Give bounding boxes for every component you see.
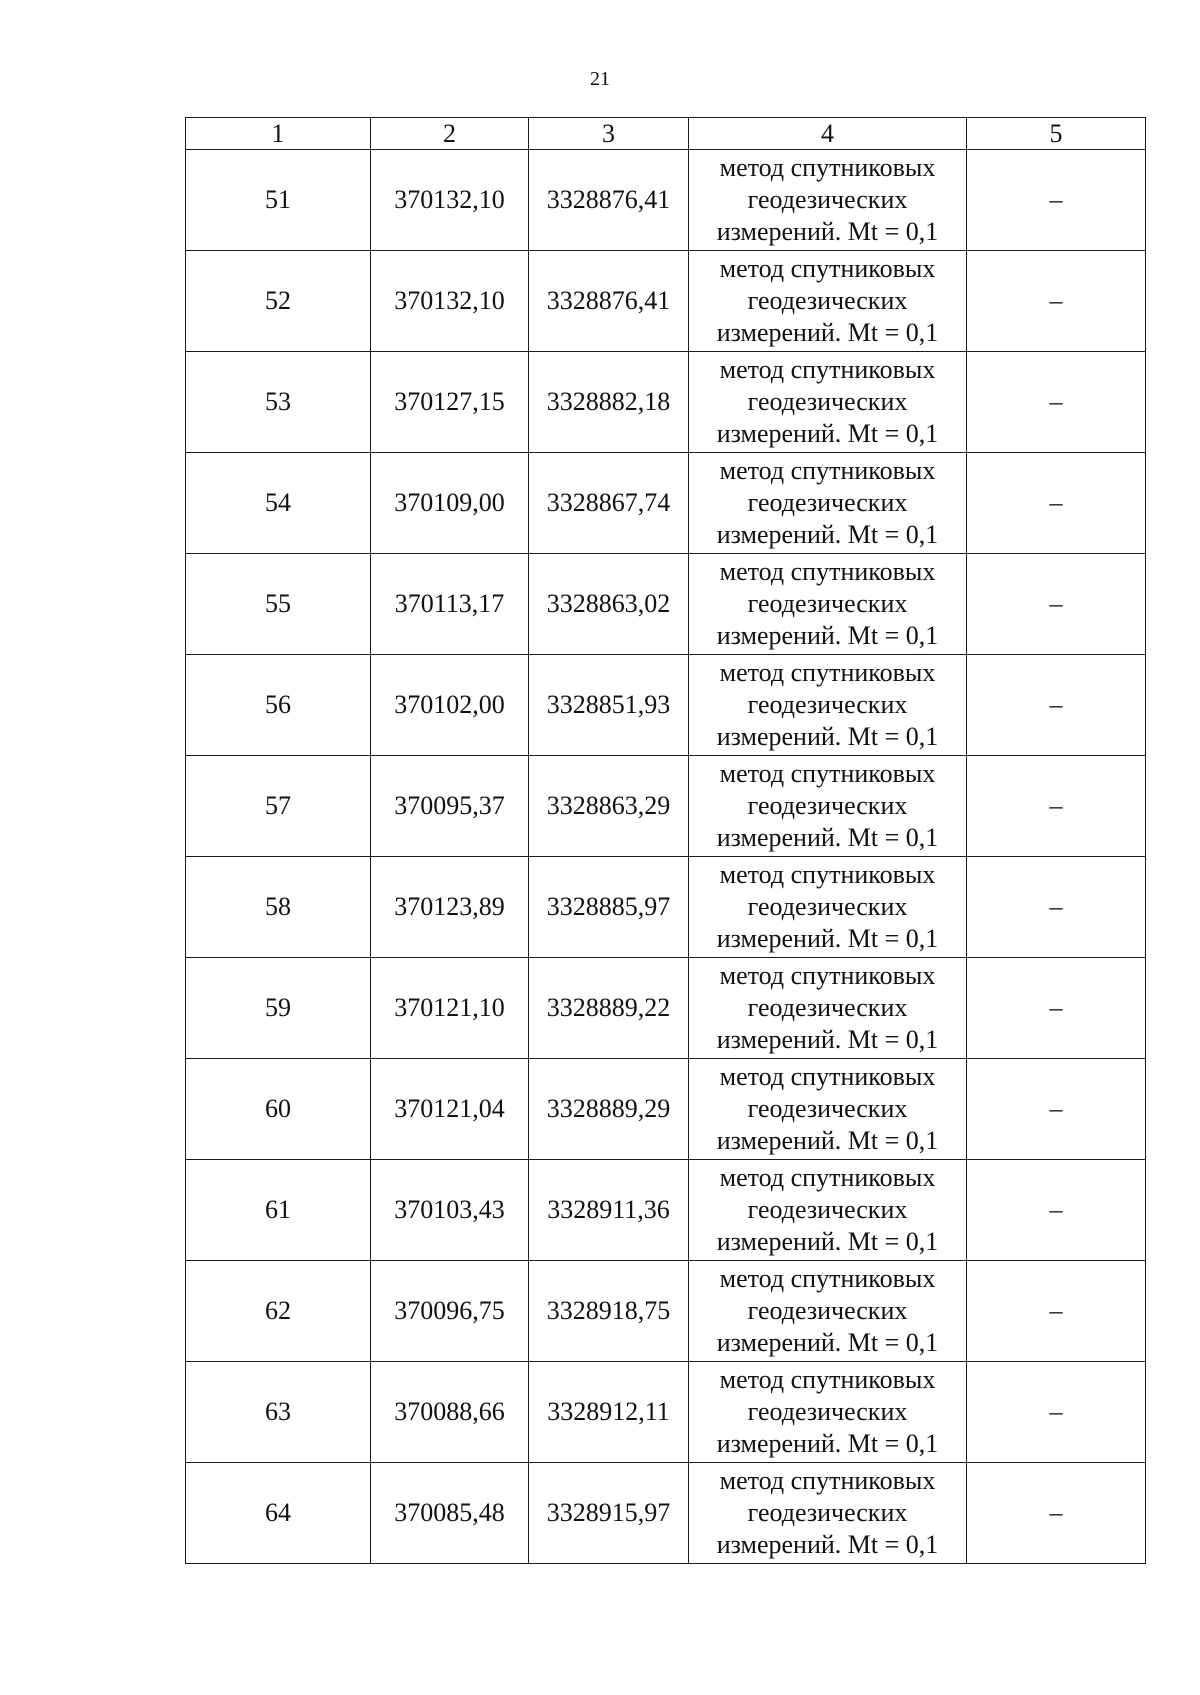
method-cell — [689, 1160, 967, 1261]
x-coordinate-cell: 370103,43 — [371, 1160, 529, 1261]
method-line: измерений. Mt = 0,1 — [716, 1126, 939, 1155]
method-line: геодезических — [747, 993, 908, 1022]
point-number-cell: 52 — [186, 251, 371, 352]
note-cell: – — [967, 857, 1146, 958]
note-cell: – — [967, 1463, 1146, 1564]
method-line: метод спутниковых — [719, 1466, 936, 1495]
table-header-row — [186, 118, 1146, 150]
method-line: метод спутниковых — [719, 153, 936, 182]
table-row — [186, 1261, 1146, 1362]
method-line: метод спутниковых — [719, 1062, 936, 1091]
method-line: метод спутниковых — [719, 254, 936, 283]
method-line: метод спутниковых — [719, 1163, 936, 1192]
method-cell — [689, 554, 967, 655]
page-number: 21 — [590, 68, 610, 90]
column-header-4: 4 — [689, 118, 967, 150]
y-coordinate-cell: 3328912,11 — [529, 1362, 689, 1463]
y-coordinate-cell: 3328911,36 — [529, 1160, 689, 1261]
y-coordinate-cell: 3328915,97 — [529, 1463, 689, 1564]
method-cell — [689, 352, 967, 453]
note-cell: – — [967, 1160, 1146, 1261]
method-line: геодезических — [747, 892, 908, 921]
y-coordinate-cell: 3328876,41 — [529, 150, 689, 251]
method-line: геодезических — [747, 1296, 908, 1325]
y-coordinate-cell: 3328867,74 — [529, 453, 689, 554]
method-line: метод спутниковых — [719, 658, 936, 687]
method-line: метод спутниковых — [719, 1264, 936, 1293]
table-row — [186, 1362, 1146, 1463]
method-line: геодезических — [747, 589, 908, 618]
method-line: геодезических — [747, 690, 908, 719]
x-coordinate-cell: 370123,89 — [371, 857, 529, 958]
method-line: метод спутниковых — [719, 961, 936, 990]
x-coordinate-cell: 370085,48 — [371, 1463, 529, 1564]
table-row — [186, 655, 1146, 756]
method-line: геодезических — [747, 286, 908, 315]
method-cell — [689, 251, 967, 352]
method-line: измерений. Mt = 0,1 — [716, 1025, 939, 1054]
table-row — [186, 251, 1146, 352]
point-number-cell: 54 — [186, 453, 371, 554]
point-number-cell: 53 — [186, 352, 371, 453]
note-cell: – — [967, 453, 1146, 554]
point-number-cell: 57 — [186, 756, 371, 857]
coordinates-table — [185, 117, 1146, 1564]
table-row — [186, 1059, 1146, 1160]
table-row — [186, 857, 1146, 958]
x-coordinate-cell: 370132,10 — [371, 251, 529, 352]
point-number-cell: 56 — [186, 655, 371, 756]
table-row — [186, 453, 1146, 554]
method-line: метод спутниковых — [719, 759, 936, 788]
method-line: метод спутниковых — [719, 456, 936, 485]
column-header-3: 3 — [529, 118, 689, 150]
x-coordinate-cell: 370121,04 — [371, 1059, 529, 1160]
column-header-2: 2 — [371, 118, 529, 150]
method-line: геодезических — [747, 791, 908, 820]
method-cell — [689, 857, 967, 958]
method-line: геодезических — [747, 1195, 908, 1224]
y-coordinate-cell: 3328889,29 — [529, 1059, 689, 1160]
note-cell: – — [967, 352, 1146, 453]
x-coordinate-cell: 370127,15 — [371, 352, 529, 453]
x-coordinate-cell: 370088,66 — [371, 1362, 529, 1463]
point-number-cell: 55 — [186, 554, 371, 655]
method-line: измерений. Mt = 0,1 — [716, 419, 939, 448]
method-line: измерений. Mt = 0,1 — [716, 1429, 939, 1458]
method-cell — [689, 150, 967, 251]
method-cell — [689, 756, 967, 857]
note-cell: – — [967, 554, 1146, 655]
table-row — [186, 554, 1146, 655]
note-cell: – — [967, 756, 1146, 857]
x-coordinate-cell: 370102,00 — [371, 655, 529, 756]
method-cell — [689, 1059, 967, 1160]
method-line: измерений. Mt = 0,1 — [716, 1328, 939, 1357]
method-line: измерений. Mt = 0,1 — [716, 1530, 939, 1559]
method-line: измерений. Mt = 0,1 — [716, 621, 939, 650]
note-cell: – — [967, 655, 1146, 756]
method-line: измерений. Mt = 0,1 — [716, 722, 939, 751]
y-coordinate-cell: 3328876,41 — [529, 251, 689, 352]
method-cell — [689, 655, 967, 756]
table-row — [186, 352, 1146, 453]
method-line: измерений. Mt = 0,1 — [716, 520, 939, 549]
x-coordinate-cell: 370096,75 — [371, 1261, 529, 1362]
note-cell: – — [967, 1059, 1146, 1160]
table-body — [186, 150, 1146, 1564]
point-number-cell: 64 — [186, 1463, 371, 1564]
method-line: метод спутниковых — [719, 355, 936, 384]
point-number-cell: 59 — [186, 958, 371, 1059]
y-coordinate-cell: 3328863,02 — [529, 554, 689, 655]
note-cell: – — [967, 958, 1146, 1059]
method-line: геодезических — [747, 488, 908, 517]
method-line: метод спутниковых — [719, 557, 936, 586]
x-coordinate-cell: 370113,17 — [371, 554, 529, 655]
y-coordinate-cell: 3328885,97 — [529, 857, 689, 958]
method-cell — [689, 958, 967, 1059]
point-number-cell: 63 — [186, 1362, 371, 1463]
method-line: геодезических — [747, 1094, 908, 1123]
y-coordinate-cell: 3328851,93 — [529, 655, 689, 756]
x-coordinate-cell: 370121,10 — [371, 958, 529, 1059]
method-line: геодезических — [747, 1498, 908, 1527]
method-line: измерений. Mt = 0,1 — [716, 823, 939, 852]
method-line: геодезических — [747, 185, 908, 214]
method-cell — [689, 453, 967, 554]
table-row — [186, 150, 1146, 251]
column-header-5: 5 — [967, 118, 1146, 150]
method-line: измерений. Mt = 0,1 — [716, 924, 939, 953]
note-cell: – — [967, 251, 1146, 352]
y-coordinate-cell: 3328882,18 — [529, 352, 689, 453]
method-cell — [689, 1261, 967, 1362]
column-header-1: 1 — [186, 118, 371, 150]
y-coordinate-cell: 3328918,75 — [529, 1261, 689, 1362]
x-coordinate-cell: 370109,00 — [371, 453, 529, 554]
method-line: геодезических — [747, 387, 908, 416]
point-number-cell: 61 — [186, 1160, 371, 1261]
note-cell: – — [967, 1362, 1146, 1463]
table-row — [186, 756, 1146, 857]
method-line: измерений. Mt = 0,1 — [716, 1227, 939, 1256]
method-line: измерений. Mt = 0,1 — [716, 318, 939, 347]
table-row — [186, 1463, 1146, 1564]
method-cell — [689, 1362, 967, 1463]
x-coordinate-cell: 370095,37 — [371, 756, 529, 857]
x-coordinate-cell: 370132,10 — [371, 150, 529, 251]
y-coordinate-cell: 3328863,29 — [529, 756, 689, 857]
point-number-cell: 51 — [186, 150, 371, 251]
point-number-cell: 60 — [186, 1059, 371, 1160]
method-line: измерений. Mt = 0,1 — [716, 217, 939, 246]
table-row — [186, 958, 1146, 1059]
note-cell: – — [967, 1261, 1146, 1362]
method-cell — [689, 1463, 967, 1564]
y-coordinate-cell: 3328889,22 — [529, 958, 689, 1059]
table-row — [186, 1160, 1146, 1261]
method-line: метод спутниковых — [719, 1365, 936, 1394]
method-line: метод спутниковых — [719, 860, 936, 889]
point-number-cell: 58 — [186, 857, 371, 958]
method-line: геодезических — [747, 1397, 908, 1426]
note-cell: – — [967, 150, 1146, 251]
point-number-cell: 62 — [186, 1261, 371, 1362]
